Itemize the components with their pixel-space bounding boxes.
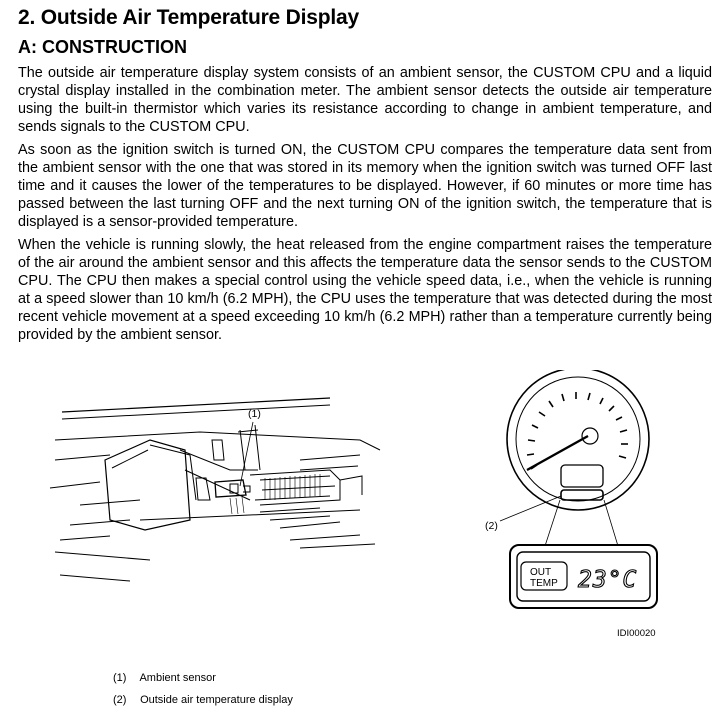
combination-meter bbox=[507, 370, 649, 510]
lcd-temp-label: TEMP bbox=[530, 578, 558, 589]
display-leader-line bbox=[500, 496, 561, 521]
lcd-display-detail bbox=[510, 545, 657, 608]
legend-number: (1) bbox=[113, 672, 127, 684]
legend-item-1 bbox=[113, 672, 216, 684]
lcd-temperature-value: 23°C bbox=[578, 567, 638, 593]
paragraph-2: As soon as the ignition switch is turned ON, the CUSTOM CPU compares the temperature data sent from the ambient sensor with the one that was stored in its memory when the ignition switch was turned OFF last time and it causes the lower of the temperatures to be displayed. However, if 60 minutes or more time has passed between the last turning OFF and the next turning ON of the ignition switch, the temperature that is displayed is a sensor-provided temperature. bbox=[18, 142, 712, 230]
section-title: 2. Outside Air Temperature Display bbox=[18, 6, 359, 29]
construction-figure bbox=[0, 370, 724, 660]
callout-2-label: (2) bbox=[485, 520, 498, 532]
legend-text: Ambient sensor bbox=[139, 672, 216, 684]
vehicle-front-illustration bbox=[50, 398, 380, 581]
lcd-out-label: OUT bbox=[530, 567, 552, 578]
legend-number: (2) bbox=[113, 694, 127, 706]
legend-item-2 bbox=[113, 694, 293, 706]
paragraph-1: The outside air temperature display system consists of an ambient sensor, the CUSTOM CPU and a liquid crystal display installed in the combination meter. The ambient sensor detects the outside air temperature using the built-in thermistor which varies its resistance according to change in ambient temperature, and sends signals to the CUSTOM CPU. bbox=[18, 65, 712, 135]
callout-1-label: (1) bbox=[248, 408, 261, 420]
subsection-title: A: CONSTRUCTION bbox=[18, 37, 187, 57]
legend-text: Outside air temperature display bbox=[140, 694, 293, 706]
figure-id: IDI00020 bbox=[617, 628, 656, 639]
paragraph-3: When the vehicle is running slowly, the heat released from the engine compartment raises the temperature of the air around the ambient sensor and this affects the temperature data the sensor sends to the CUSTOM CPU. The CPU then makes a special control using the vehicle speed data, i.e., when the vehicle is running at a speed slower than 10 km/h (6.2 MPH), the CPU uses the temperature that was detected during the most recent vehicle movement at a speed exceeding 10 km/h (6.2 MPH) rather than a temperature currently being provided by the ambient sensor. bbox=[18, 237, 712, 343]
